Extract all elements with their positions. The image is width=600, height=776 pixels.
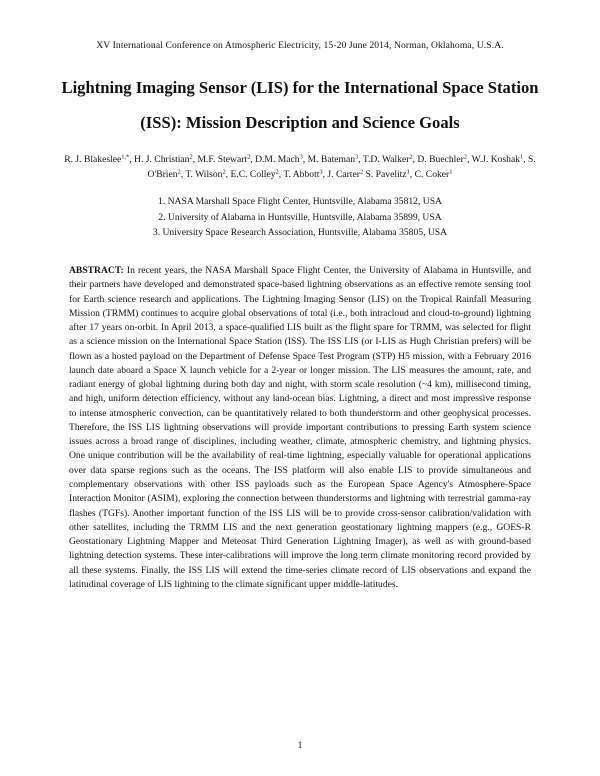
author: M. Bateman$^3$ bbox=[307, 153, 359, 165]
author: M.F. Stewart$^2$ bbox=[197, 153, 251, 165]
author: S. Pavelitz$^1$ bbox=[365, 168, 410, 180]
author: T.D. Walker$^2$ bbox=[362, 153, 413, 165]
affiliation: 2. University of Alabama in Huntsville, Huntsville, Alabama 35899, USA bbox=[158, 211, 442, 223]
paper-title: Lightning Imaging Sensor (LIS) for the International Space Station (ISS): Mission Description and Science Goals bbox=[61, 78, 539, 132]
author-list: R. J. Blakeslee$^{1,*}$, H. J. Christian$^2$, M.F. Stewart$^2$, D.M. Mach$^3$, M. Bateman$^3$, T.D. Walker$^2$, D. Buechler$^2$, W.J. Koshak$^1$, S. O'Brien$^2$, T. Wilson$^2$, E.C. Colley$^2$, T. Abbott$^3$, J. Carter$^2$ S. Pavelitz$^1$, C. Coker$^1$ bbox=[64, 153, 536, 180]
abstract-text: In recent years, the NASA Marshall Space Flight Center, the University of Alabama in Huntsville, and their partners have developed and demonstrated space-based lightning observations as an effective remote sensing tool for Earth science research and applications. The Lightning Imaging Sensor (LIS) on the Tropical Rainfall Measuring Mission (TRMM) continues to acquire global observations of total (i.e., both intracloud and cloud-to-ground) lightning after 17 years on-orbit. In April 2013, a space-qualified LIS built as the flight spare for TRMM, was selected for flight as a science mission on the International Space Station (ISS). The ISS LIS (or I-LIS as Hugh Christian prefers) will be flown as a hosted payload on the Department of Defense Space Test Program (STP) H5 mission, with a February 2016 launch date aboard a Space X launch vehicle for a 2-year or longer mission. The LIS measures the amount, rate, and radiant energy of global lightning during both day and night, with storm scale resolution (~4 km), millisecond timing, and high, uniform detection efficiency, without any land-ocean bias. Lightning, a direct and most impressive response to intense atmospheric convection, can be quantitatively related to both thunderstorm and other geophysical processes. Therefore, the ISS LIS lightning observations will provide important contributions to pressing Earth system science issues across a broad range of disciplines, including weather, climate, atmospheric chemistry, and lightning physics. One unique contribution will be the availability of real-time lightning, especially valuable for operational applications over data sparse regions such as the oceans. The ISS platform will also enable LIS to provide simultaneous and complementary observations with other ISS payloads such as the European Space Agency's Atmosphere-Space Interaction Monitor (ASIM), exploring the connection between thunderstorms and lightning with terrestrial gamma-ray flashes (TGFs). Another important function of the ISS LIS will be to provide cross-sensor calibration/validation with other satellites, including the TRMM LIS and the next generation geostationary lightning mappers (e.g., GOES-R Geostationary Lightning Mapper and Meteosat Third Generation Lightning Imager), as well as with ground-based lightning detection systems. These inter-calibrations will improve the long term climate monitoring record provided by all these systems. Finally, the ISS LIS will extend the time-series climate record of LIS observations and expand the latitudinal coverage of LIS lightning to the climate significant upper middle-latitudes. bbox=[69, 265, 531, 590]
affiliation-list bbox=[0, 194, 600, 241]
author: R. J. Blakeslee$^{1,*}$ bbox=[64, 153, 130, 165]
author: W.J. Koshak$^1$ bbox=[471, 153, 524, 165]
author: E.C. Colley$^2$ bbox=[230, 168, 279, 180]
author: D.M. Mach$^3$ bbox=[255, 153, 303, 165]
author: T. Abbott$^3$ bbox=[283, 168, 323, 180]
page-number: 1 bbox=[297, 740, 303, 751]
abstract-label: ABSTRACT: bbox=[69, 265, 124, 276]
author: J. Carter$^2$ bbox=[327, 168, 364, 180]
conference-header: XV International Conference on Atmospheric Electricity, 15-20 June 2014, Norman, Oklahoma, U.S.A. bbox=[96, 40, 504, 51]
author: S. O'Brien$^2$ bbox=[147, 154, 536, 180]
author: T. Wilson$^2$ bbox=[185, 168, 226, 180]
affiliation: 3. University Space Research Association, Huntsville, Alabama 35805, USA bbox=[152, 227, 448, 238]
affiliation: 1. NASA Marshall Space Flight Center, Huntsville, Alabama 35812, USA bbox=[158, 196, 442, 207]
author: C. Coker$^1$ bbox=[414, 168, 453, 180]
abstract bbox=[69, 264, 531, 592]
author: D. Buechler$^2$ bbox=[417, 153, 467, 165]
author: H. J. Christian$^2$ bbox=[134, 153, 193, 165]
